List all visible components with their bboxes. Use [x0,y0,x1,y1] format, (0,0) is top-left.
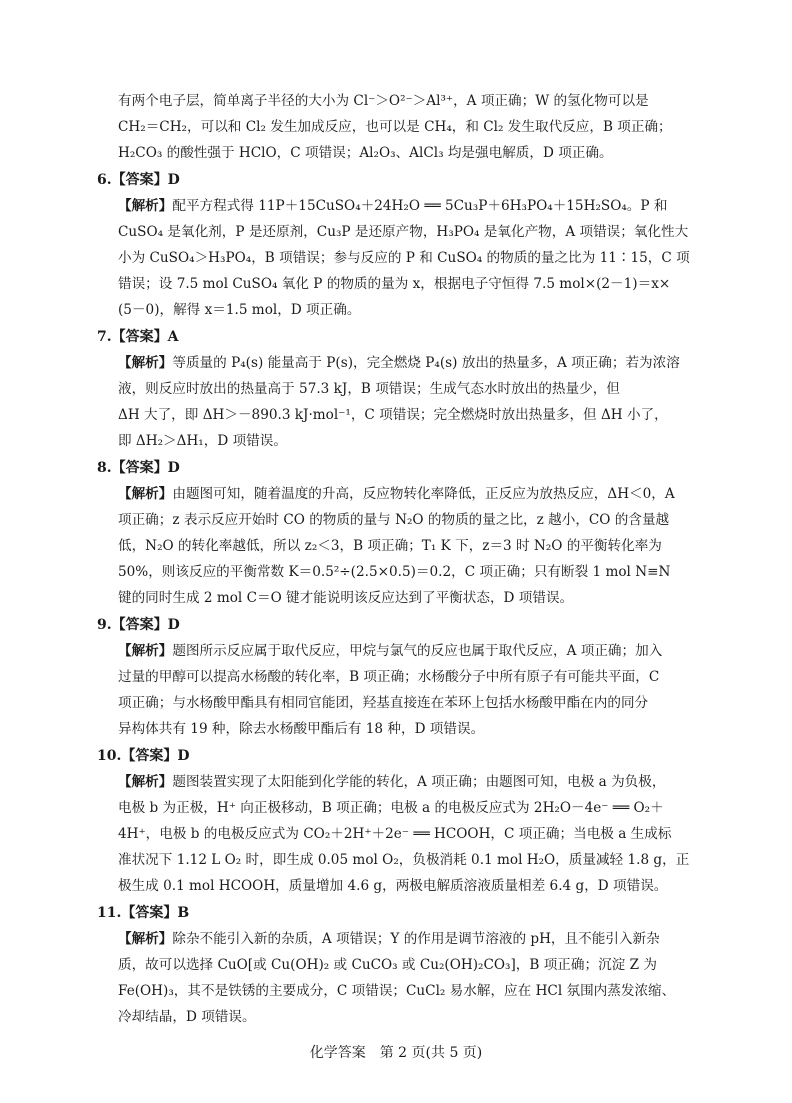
text-line: 极生成 0.1 mol HCOOH，质量增加 4.6 g，两极电解质溶液质量相差 6.4 g，D 项错误。 [118,878,668,894]
text-line: 冷却结晶，D 项错误。 [118,1009,256,1025]
text-line [118,481,708,507]
text-line: (5－0)，解得 x＝1.5 mol，D 项正确。 [118,302,361,318]
text-line [118,769,708,795]
answer-heading: 8.【答案】D [97,460,180,476]
text-line: 低，N₂O 的转化率越低，所以 z₂＜3，B 项正确；T₁ K 下，z＝3 时 N₂O 的平衡转化率为 [118,538,662,554]
text-line: 电极 b 为正极，H⁺ 向正极移动，B 项正确；电极 a 的电极反应式为 2H₂O－4e⁻ ══ O₂＋ [118,800,664,816]
text-line [118,926,708,952]
analysis-label: 【解析】 [118,774,173,790]
analysis-label: 【解析】 [118,643,173,659]
text-line: H₂CO₃ 的酸性强于 HClO，C 项错误；Al₂O₃、AlCl₃ 均是强电解质，D 项正确。 [118,145,613,161]
analysis-text: 除杂不能引入新的杂质，A 项错误；Y 的作用是调节溶液的 pH，且不能引入新杂 [172,931,660,947]
text-line [118,350,708,376]
text-line: ΔH 大了，即 ΔH＞－890.3 kJ·mol⁻¹，C 项错误；完全燃烧时放出热量多，但 ΔH 小了， [118,407,668,423]
text-line: 小为 CuSO₄＞H₃PO₄，B 项错误；参与反应的 P 和 CuSO₄ 的物质的量之比为 11∶15，C 项 [118,250,690,266]
page-footer: 化学答案 第 2 页(共 5 页) [309,1045,483,1061]
text-line: 项正确；z 表示反应开始时 CO 的物质的量与 N₂O 的物质的量之比，z 越小，CO 的含量越 [118,512,670,528]
text-line: CuSO₄ 是氧化剂，P 是还原剂，Cu₃P 是还原产物，H₃PO₄ 是氧化产物，A 项错误；氧化性大 [118,224,689,240]
answer-heading: 10.【答案】D [97,748,190,764]
answer-heading: 11.【答案】B [97,905,190,921]
answer-heading: 7.【答案】A [97,329,179,345]
text-line: 过量的甲醇可以提高水杨酸的转化率，B 项正确；水杨酸分子中所有原子有可能共平面，C [118,669,660,685]
analysis-text: 题图装置实现了太阳能到化学能的转化，A 项正确；由题图可知，电极 a 为负极， [172,774,666,790]
text-line: Fe(OH)₃，其不是铁锈的主要成分，C 项错误；CuCl₂ 易水解，应在 HCl 氛围内蒸发浓缩、 [118,983,676,999]
analysis-label: 【解析】 [118,355,173,371]
text-line [118,638,708,664]
analysis-text: 等质量的 P₄(s) 能量高于 P(s)，完全燃烧 P₄(s) 放出的热量多，A 项正确；若为浓溶 [172,355,680,371]
text-line: 键的同时生成 2 mol C＝O 键才能说明该反应达到了平衡状态，D 项错误。 [118,590,574,606]
text-line: CH₂＝CH₂，可以和 Cl₂ 发生加成反应，也可以是 CH₄，和 Cl₂ 发生取代反应，B 项正确； [118,119,672,135]
analysis-text: 配平方程式得 11P＋15CuSO₄＋24H₂O ══ 5Cu₃P＋6H₃PO₄＋15H₂SO₄。P 和 [172,198,668,214]
text-line: 有两个电子层，简单离子半径的大小为 Cl⁻＞O²⁻＞Al³⁺，A 项正确；W 的氢化物可以是 [118,93,649,109]
text-line: 错误；设 7.5 mol CuSO₄ 氧化 P 的物质的量为 x，根据电子守恒得 7.5 mol×(2－1)＝x× [118,276,671,292]
text-line: 异构体共有 19 种，除去水杨酸甲酯后有 18 种，D 项错误。 [118,721,485,737]
analysis-text: 由题图可知，随着温度的升高，反应物转化率降低，正反应为放热反应，ΔH＜0，A [172,486,675,502]
text-line: 项正确；与水杨酸甲酯具有相同官能团，羟基直接连在苯环上包括水杨酸甲酯在内的同分 [118,695,649,711]
text-line: 4H⁺，电极 b 的电极反应式为 CO₂＋2H⁺＋2e⁻ ══ HCOOH，C 项正确；当电极 a 生成标 [118,826,672,842]
analysis-label: 【解析】 [118,931,173,947]
text-line: 质，故可以选择 CuO[或 Cu(OH)₂ 或 CuCO₃ 或 Cu₂(OH)₂CO₃]，B 项正确；沉淀 Z 为 [118,957,657,973]
answer-heading: 6.【答案】D [97,172,180,188]
analysis-text: 题图所示反应属于取代反应，甲烷与氯气的反应也属于取代反应，A 项正确；加入 [172,643,663,659]
answer-heading: 9.【答案】D [97,617,180,633]
text-line: 即 ΔH₂＞ΔH₁，D 项错误。 [118,433,287,449]
text-line: 准状况下 1.12 L O₂ 时，即生成 0.05 mol O₂，负极消耗 0.1 mol H₂O，质量减轻 1.8 g，正 [118,852,690,868]
text-line [118,193,708,219]
text-line: 液，则反应时放出的热量高于 57.3 kJ，B 项错误；生成气态水时放出的热量少，但 [118,381,620,397]
analysis-label: 【解析】 [118,486,173,502]
text-line: 50%，则该反应的平衡常数 K＝0.5²÷(2.5×0.5)＝0.2，C 项正确；只有断裂 1 mol N≡N [118,564,671,580]
analysis-label: 【解析】 [118,198,173,214]
